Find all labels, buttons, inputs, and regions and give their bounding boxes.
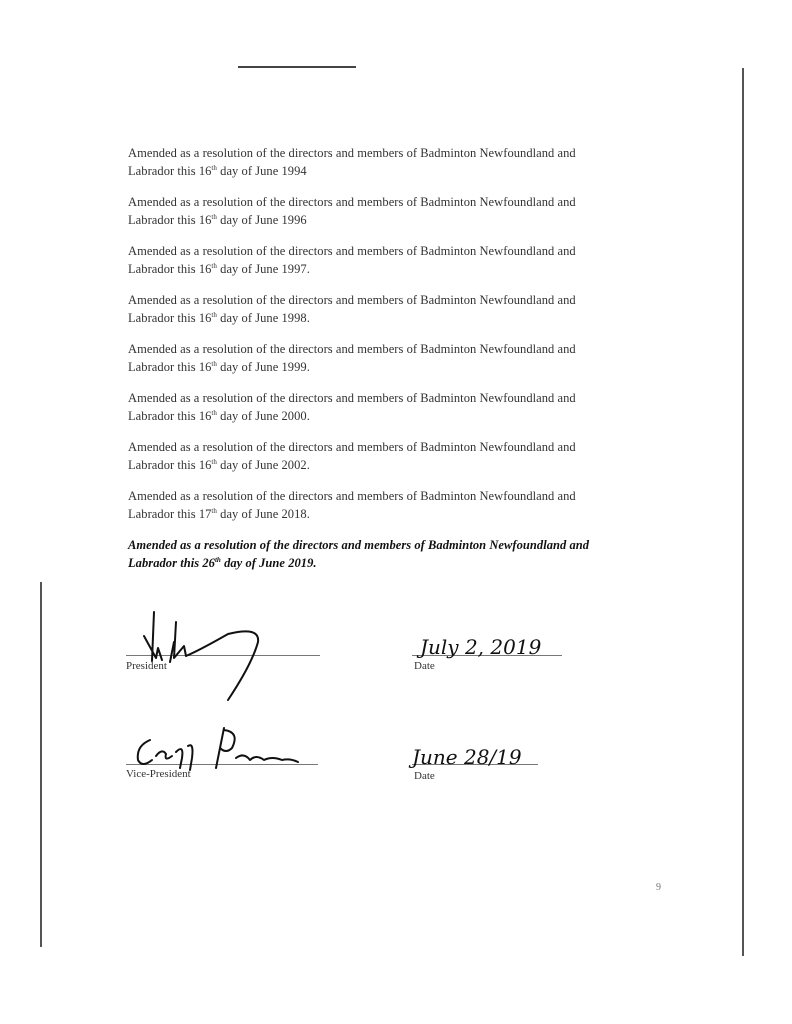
resolution-2018 xyxy=(128,489,628,522)
resolution-list xyxy=(128,146,628,587)
resolution-1999 xyxy=(128,342,628,375)
resolution-line1: Amended as a resolution of the directors and members of Badminton Newfoundland and xyxy=(128,538,590,552)
resolution-2019 xyxy=(128,538,628,571)
resolution-line2: Labrador this 26th day of June 2019. xyxy=(128,556,317,570)
resolution-line2: Labrador this 16th day of June 2000. xyxy=(128,409,310,423)
resolution-line2: Labrador this 16th day of June 1999. xyxy=(128,360,310,374)
president-date-handwriting xyxy=(420,628,560,668)
page-edge-left xyxy=(40,582,42,947)
resolution-line1: Amended as a resolution of the directors and members of Badminton Newfoundland and xyxy=(128,342,576,356)
resolution-1994 xyxy=(128,146,628,179)
svg-text:July 2, 2019: July 2, 2019 xyxy=(420,635,542,659)
resolution-line1: Amended as a resolution of the directors and members of Badminton Newfoundland and xyxy=(128,489,576,503)
resolution-line2: Labrador this 16th day of June 1997. xyxy=(128,262,310,276)
president-label: President xyxy=(126,660,167,672)
resolution-1997 xyxy=(128,244,628,277)
resolution-2002 xyxy=(128,440,628,473)
resolution-line2: Labrador this 16th day of June 1998. xyxy=(128,311,310,325)
page-edge-right xyxy=(742,68,744,956)
resolution-line1: Amended as a resolution of the directors and members of Badminton Newfoundland and xyxy=(128,146,576,160)
president-date-label: Date xyxy=(414,660,435,672)
resolution-line2: Labrador this 17th day of June 2018. xyxy=(128,507,310,521)
resolution-2000 xyxy=(128,391,628,424)
resolution-line1: Amended as a resolution of the directors and members of Badminton Newfoundland and xyxy=(128,244,576,258)
resolution-line2: Labrador this 16th day of June 1996 xyxy=(128,213,307,227)
resolution-line1: Amended as a resolution of the directors and members of Badminton Newfoundland and xyxy=(128,391,576,405)
resolution-1996 xyxy=(128,195,628,228)
top-rule xyxy=(238,66,356,68)
vice-president-label: Vice-President xyxy=(126,768,191,780)
resolution-line1: Amended as a resolution of the directors and members of Badminton Newfoundland and xyxy=(128,195,576,209)
resolution-line2: Labrador this 16th day of June 1994 xyxy=(128,164,307,178)
resolution-line1: Amended as a resolution of the directors and members of Badminton Newfoundland and xyxy=(128,293,576,307)
resolution-1998 xyxy=(128,293,628,326)
resolution-line2: Labrador this 16th day of June 2002. xyxy=(128,458,310,472)
vice-president-date-label: Date xyxy=(414,770,435,782)
svg-text:June 28/19: June 28/19 xyxy=(412,745,522,769)
resolution-line1: Amended as a resolution of the directors and members of Badminton Newfoundland and xyxy=(128,440,576,454)
president-signature xyxy=(140,606,280,701)
page-number: 9 xyxy=(656,882,661,893)
